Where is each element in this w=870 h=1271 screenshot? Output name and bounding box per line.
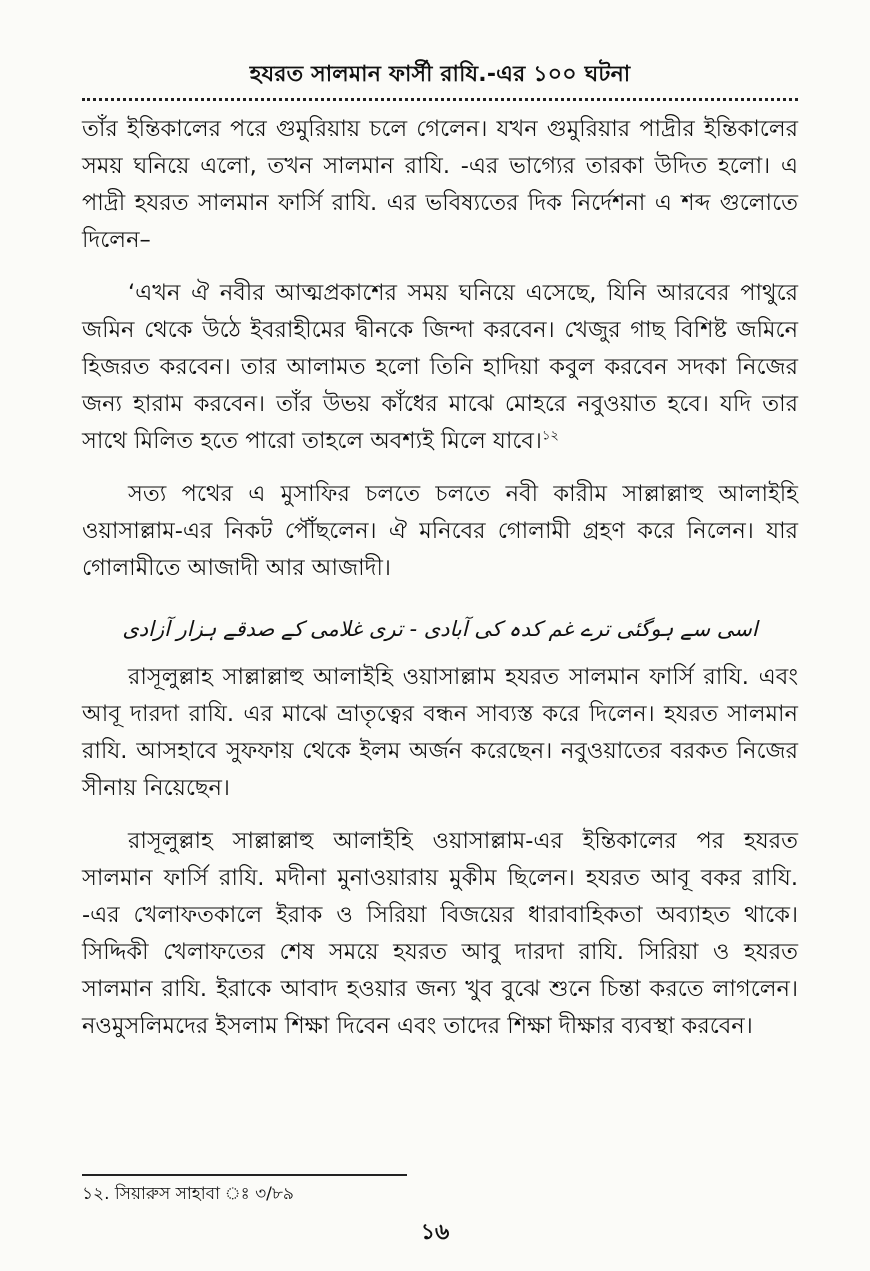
page-body — [82, 58, 798, 1045]
urdu-couplet: اسی سے ہوگئی ترے غم کدہ کی آبادی - تری غلامی کے صدقے ہزار آزادی — [122, 617, 758, 641]
paragraph-5: রাসূলুল্লাহ সাল্লাল্লাহু আলাইহি ওয়াসাল্লাম-এর ইন্তিকালের পর হযরত সালমান ফার্সি রাযি. মদীনা মুনাওয়ারায় মুকীম ছিলেন। হযরত আবূ বকর রাযি. -এর খেলাফতকালে ইরাক ও সিরিয়া বিজয়ের ধারাবাহিকতা অব্যাহত থাকে। সিদ্দিকী খেলাফতের শেষ সময়ে হযরত আবু দারদা রাযি. সিরিয়া ও হযরত সালমান রাযি. ইরাকে আবাদ হওয়ার জন্য খুব বুঝে শুনে চিন্তা করতে লাগলেন। নওমুসলিমদের ইসলাম শিক্ষা দিবেন এবং তাদের শিক্ষা দীক্ষার ব্যবস্থা করবেন। — [82, 828, 798, 1039]
footnote: ১২. সিয়ারুস সাহাবা ঃ ৩/৮৯ — [82, 1184, 294, 1204]
paragraph-3: সত্য পথের এ মুসাফির চলতে চলতে নবী কারীম সাল্লাল্লাহু আলাইহি ওয়াসাল্লাম-এর নিকট পৌঁছলেন। ঐ মনিবের গোলামী গ্রহণ করে নিলেন। যার গোলামীতে আজাদী আর আজাদী। — [82, 481, 798, 581]
paragraph-4: রাসূলুল্লাহ সাল্লাল্লাহু আলাইহি ওয়াসাল্লাম হযরত সালমান ফার্সি রাযি. এবং আবূ দারদা রাযি. এর মাঝে ভ্রাতৃত্বের বন্ধন সাব্যস্ত করে দিলেন। হযরত সালমান রাযি. আসহাবে সুফফায় থেকে ইলম অর্জন করেছেন। নবুওয়াতের বরকত নিজের সীনায় নিয়েছেন। — [82, 664, 798, 801]
footnote-reference: ১২ — [541, 428, 559, 444]
quote-text: ‘এখন ঐ নবীর আত্মপ্রকাশের সময় ঘনিয়ে এসেছে, যিনি আরবের পাথুরে জমিন থেকে উঠে ইবরাহীমের দ্বীনকে জিন্দা করবেন। খেজুর গাছ বিশিষ্ট জমিনে হিজরত করবেন। তার আলামত হলো তিনি হাদিয়া কবুল করবেন সদকা নিজের জন্য হারাম করবেন। তাঁর উভয় কাঁধের মাঝে মোহরে নবুওয়াত হবে। যদি তার সাথে মিলিত হতে পারো তাহলে অবশ্যই মিলে যাবে। — [82, 280, 798, 454]
paragraph-1: তাঁর ইন্তিকালের পরে গুমুরিয়ায় চলে গেলেন। যখন গুমুরিয়ার পাদ্রীর ইন্তিকালের সময় ঘনিয়ে এলো, তখন সালমান রাযি. -এর ভাগ্যের তারকা উদিত হলো। এ পাদ্রী হযরত সালমান ফার্সি রাযি. এর ভবিষ্যতের দিক নির্দেশনা এ শব্দ গুলোতে দিলেন– — [82, 116, 798, 253]
page-number: ১৬ — [420, 1220, 450, 1245]
footnote-rule — [82, 1174, 407, 1176]
running-head: হযরত সালমান ফার্সী রাযি.-এর ১০০ ঘটনা — [249, 62, 631, 87]
quote-paragraph — [82, 275, 798, 460]
header-dotted-rule — [82, 98, 798, 101]
